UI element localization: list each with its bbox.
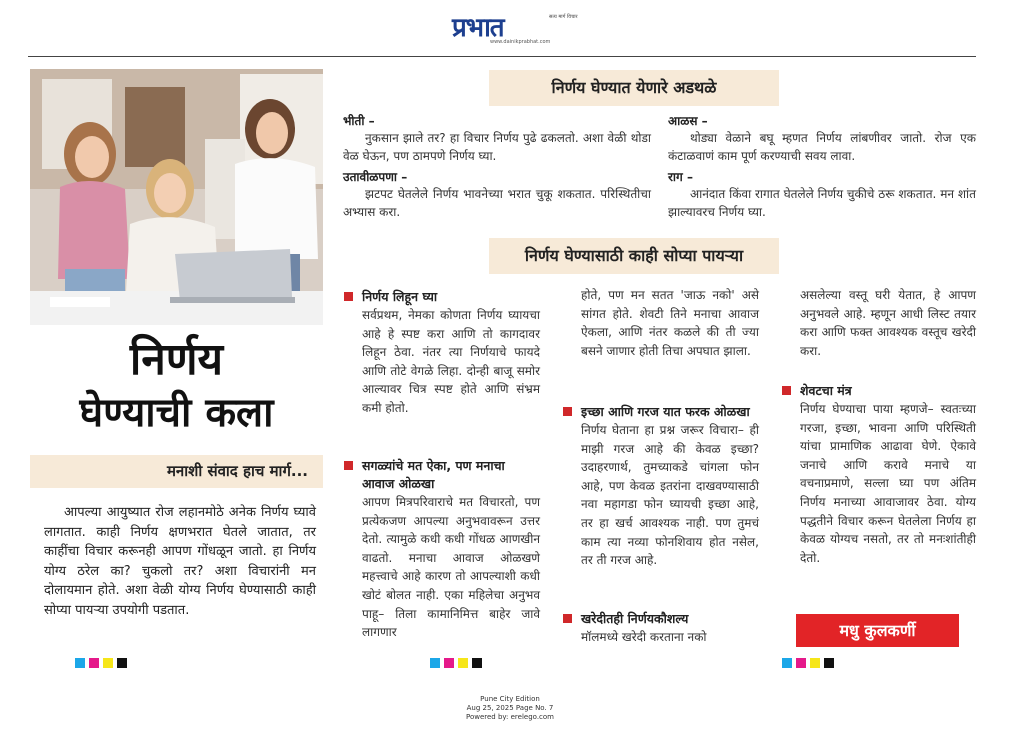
page-footer	[430, 695, 590, 722]
obstacle-text: थोड्या वेळाने बघू म्हणत निर्णय लांबणीवर जातो. रोज एक कंटाळवाणं काम पूर्ण करण्याची सवय लावा.	[668, 131, 976, 163]
masthead	[452, 8, 582, 48]
step-text: निर्णय घेताना हा प्रश्न जरूर विचारा– ही माझी गरज आहे की केवळ इच्छा? उदाहरणार्थ, तुमच्याकडे चांगला फोन आहे, पण केवळ इतरांना दाखवण्यासाठी नवा महागडा फोन घ्यायची इच्छा आहे, तर हा खर्च आवश्यक नाही. पण तुमचं काम त्या नव्या फोनशिवाय होत नसेल, तर ती गरज आहे.	[581, 423, 759, 568]
step-title: शेवटचा मंत्र	[782, 382, 976, 400]
color-registration-bar	[430, 658, 482, 668]
obstacle-laziness	[668, 112, 976, 165]
step-2	[344, 457, 540, 642]
date-page-label: Aug 25, 2025 Page No. 7	[466, 704, 554, 712]
obstacle-anger	[668, 168, 976, 221]
obstacle-title: उतावीळपणा –	[343, 170, 408, 184]
obstacles-heading-band	[489, 70, 779, 106]
step-text: मॉलमध्ये खरेदी करताना नको	[581, 630, 707, 644]
obstacle-fear	[343, 112, 651, 165]
bullet-marker	[344, 292, 353, 301]
step-2-continued: होते, पण मन सतत 'जाऊ नको' असे सांगत होते. शेवटी तिने मनाचा आवाज ऐकला, आणि नंतर कळले की ती ज्या बसने जाणार होती तिचा अपघात झाला.	[581, 288, 759, 358]
step-4-continued: असलेल्या वस्तू घरी येतात, हे आपण अनुभवले आहे. म्हणून आधी लिस्ट तयार करा आणि फक्त आवश्यक वस्तूच खरेदी करा.	[800, 288, 976, 358]
subheadline-band	[30, 455, 323, 488]
obstacle-title: भीती –	[343, 114, 375, 128]
step-3	[563, 403, 759, 570]
step-1	[344, 288, 540, 418]
headline-line-1: निर्णय	[129, 334, 224, 385]
obstacle-text: आनंदात किंवा रागात घेतलेले निर्णय चुकीचे ठरू शकतात. मन शांत झाल्यावरच निर्णय घ्या.	[668, 187, 976, 219]
author-byline: मधु कुलकर्णी	[796, 614, 959, 647]
obstacle-title: आळस –	[668, 114, 708, 128]
step-title: सगळ्यांचे मत ऐका, पण मनाचा आवाज ओळखा	[344, 457, 540, 493]
obstacle-haste	[343, 168, 651, 221]
step-5	[782, 382, 976, 567]
steps-heading: निर्णय घेण्यासाठी काही सोप्या पायऱ्या	[524, 246, 744, 265]
obstacle-text: झटपट घेतलेले निर्णय भावनेच्या भरात चुकू शकतात. परिस्थितीचा अभ्यास करा.	[343, 187, 651, 219]
bullet-marker	[782, 386, 791, 395]
masthead-tagline: सत्य मार्ग विचार	[549, 14, 578, 20]
step-4	[563, 610, 759, 647]
women-office-illustration	[30, 69, 323, 325]
header-rule	[28, 56, 976, 57]
bullet-marker	[344, 461, 353, 470]
step-text: निर्णय घेण्याचा पाया म्हणजे– स्वतःच्या गरजा, इच्छा, भावना आणि परिस्थिती यांचा प्रामाणिक आढावा घेणे. ऐकावे जनाचे आणि करावे मनाचे या वचनाप्रमाणे, सल्ला घ्या पण अंतिम निर्णय मनाच्या आवाजावर ठेवा. योग्य पद्धतीने विचार करून घेतलेला निर्णय हा केवळ योग्यच नसतो, तर तो मनःशांतीही देतो.	[800, 402, 976, 565]
color-registration-bar	[782, 658, 834, 668]
bullet-marker	[563, 407, 572, 416]
intro-paragraph: आपल्या आयुष्यात रोज लहानमोठे अनेक निर्णय घ्यावे लागतात. काही निर्णय क्षणभरात घेतले जातात, तर काहींचा विचार करूनही आपण गोंधळून जातो. हा निर्णय योग्य ठरेल का? चुकलो तर? अशा विचारांनी मन दोलायमान होते. अशा वेळी योग्य निर्णय घेण्यासाठी काही सोप्या पायऱ्या उपयोगी पडतात.	[44, 505, 316, 618]
edition-label: Pune City Edition	[480, 695, 540, 703]
step-title: खरेदीतही निर्णयकौशल्य	[563, 610, 759, 628]
step-text: आपण मित्रपरिवाराचे मत विचारतो, पण प्रत्येकजण आपल्या अनुभवावरून उत्तर देतो. त्यामुळे कधी कधी गोंधळ आणखीन वाढतो. मनाचा आवाज ओळखणे महत्त्वाचे आहे कारण तो आपल्याशी कधी खोटं बोलत नाही. एका महिलेचा अनुभव पाहू– तिला कामानिमित्त बाहेर जावे लागणार	[362, 495, 540, 640]
color-registration-bar	[75, 658, 127, 668]
step-title: निर्णय लिहून घ्या	[344, 288, 540, 306]
bullet-marker	[563, 614, 572, 623]
obstacle-title: राग –	[668, 170, 693, 184]
obstacle-text: नुकसान झाले तर? हा विचार निर्णय पुढे ढकलतो. अशा वेळी थोडा वेळ घेऊन, पण ठामपणे निर्णय घ्या.	[343, 131, 651, 163]
subheadline: मनाशी संवाद हाच मार्ग...	[166, 462, 308, 480]
newspaper-logo: प्रभात	[452, 13, 504, 43]
step-title: इच्छा आणि गरज यात फरक ओळखा	[563, 403, 759, 421]
step-text: सर्वप्रथम, नेमका कोणता निर्णय घ्यायचा आहे हे स्पष्ट करा आणि तो कागदावर लिहून ठेवा. नंतर त्या निर्णयाचे फायदे आणि तोटे वेगळे लिहा. दोन्ही बाजू समोर आल्यावर चित्र स्पष्ट होते आणि संभ्रम कमी होतो.	[362, 308, 540, 415]
obstacles-heading: निर्णय घेण्यात येणारे अडथळे	[551, 78, 717, 97]
headline-line-2: घेण्याची कला	[79, 389, 274, 436]
powered-by-link[interactable]: Powered by: erelego.com	[465, 713, 554, 721]
masthead-url: www.dainikprabhat.com	[490, 39, 551, 45]
steps-heading-band	[489, 238, 779, 274]
article-photo	[30, 69, 323, 325]
